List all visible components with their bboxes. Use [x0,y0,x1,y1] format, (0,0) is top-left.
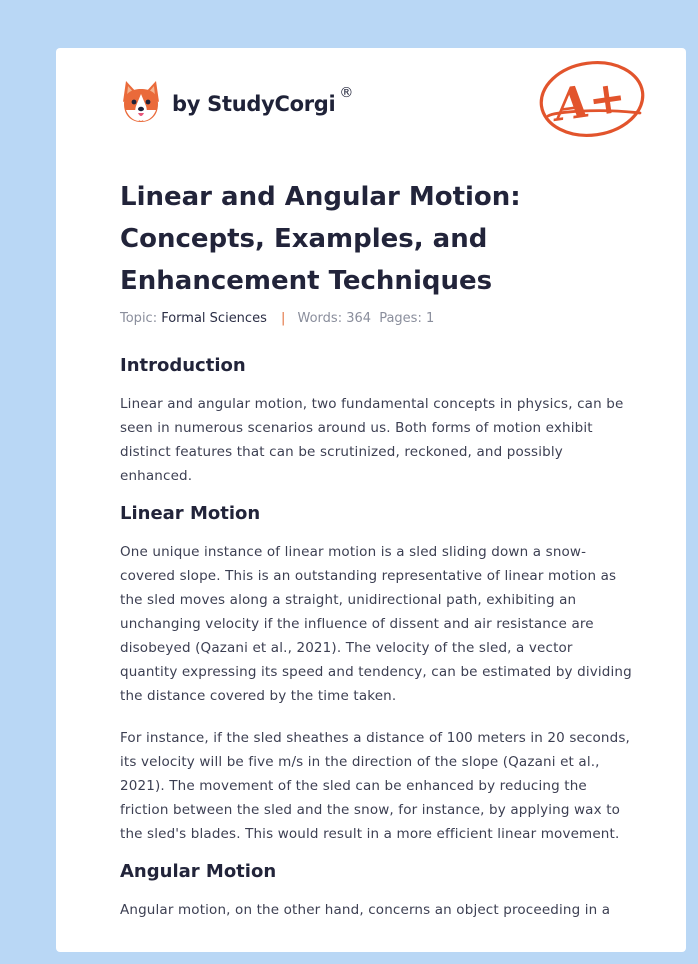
pages-count: 1 [425,311,435,326]
words-label: Words: [297,311,343,326]
brand-logo-link[interactable] [120,76,353,128]
paragraph: Linear and angular motion, two fundamental concepts in physics, can be seen in numerous scenarios around us. Both forms of motion exhibit distinct features that can be scrutinized, reckoned, and possibly enhanced. [120,396,624,484]
grade-text: A+ [551,71,629,132]
paragraph: One unique instance of linear motion is a sled sliding down a snow-covered slope. This is an outstanding representative of linear motion as the sled moves along a straight, unidirectional path, exhibiting an unchanging velocity if the influence of dissent and air resistance are disobeyed (Qazani et al., 2021). The velocity of the sled, a vector quantity expressing its speed and tendency, can be estimated by dividing the distance covered by the time taken. [120,544,632,704]
meta-info [120,311,434,326]
section-heading-introduction: Introduction [120,355,246,376]
topic-link[interactable]: Formal Sciences [161,311,267,326]
pages-label: Pages: [379,311,422,326]
registered-mark: ® [339,85,354,101]
corgi-logo-icon [120,80,162,124]
meta-separator: | [280,311,286,326]
essay-body [120,348,634,922]
paragraph: Angular motion, on the other hand, concerns an object proceeding in a [120,902,611,918]
section-heading-linear-motion: Linear Motion [120,503,261,524]
section-heading-angular-motion: Angular Motion [120,861,277,882]
document-page [56,48,686,952]
a-plus-grade-stamp [536,58,648,140]
page-title: Linear and Angular Motion: Concepts, Examples, and Enhancement Techniques [120,182,521,296]
words-count: 364 [346,311,372,326]
brand-name: by StudyCorgi [172,92,336,116]
topic-label: Topic: [120,311,158,326]
paragraph: For instance, if the sled sheathes a distance of 100 meters in 20 seconds, its velocity will be five m/s in the direction of the slope (Qazani et al., 2021). The movement of the sled can be enhanced by reducing the friction between the sled and the snow, for instance, by applying wax to the sled's blades. This would result in a more efficient linear movement. [120,730,630,842]
